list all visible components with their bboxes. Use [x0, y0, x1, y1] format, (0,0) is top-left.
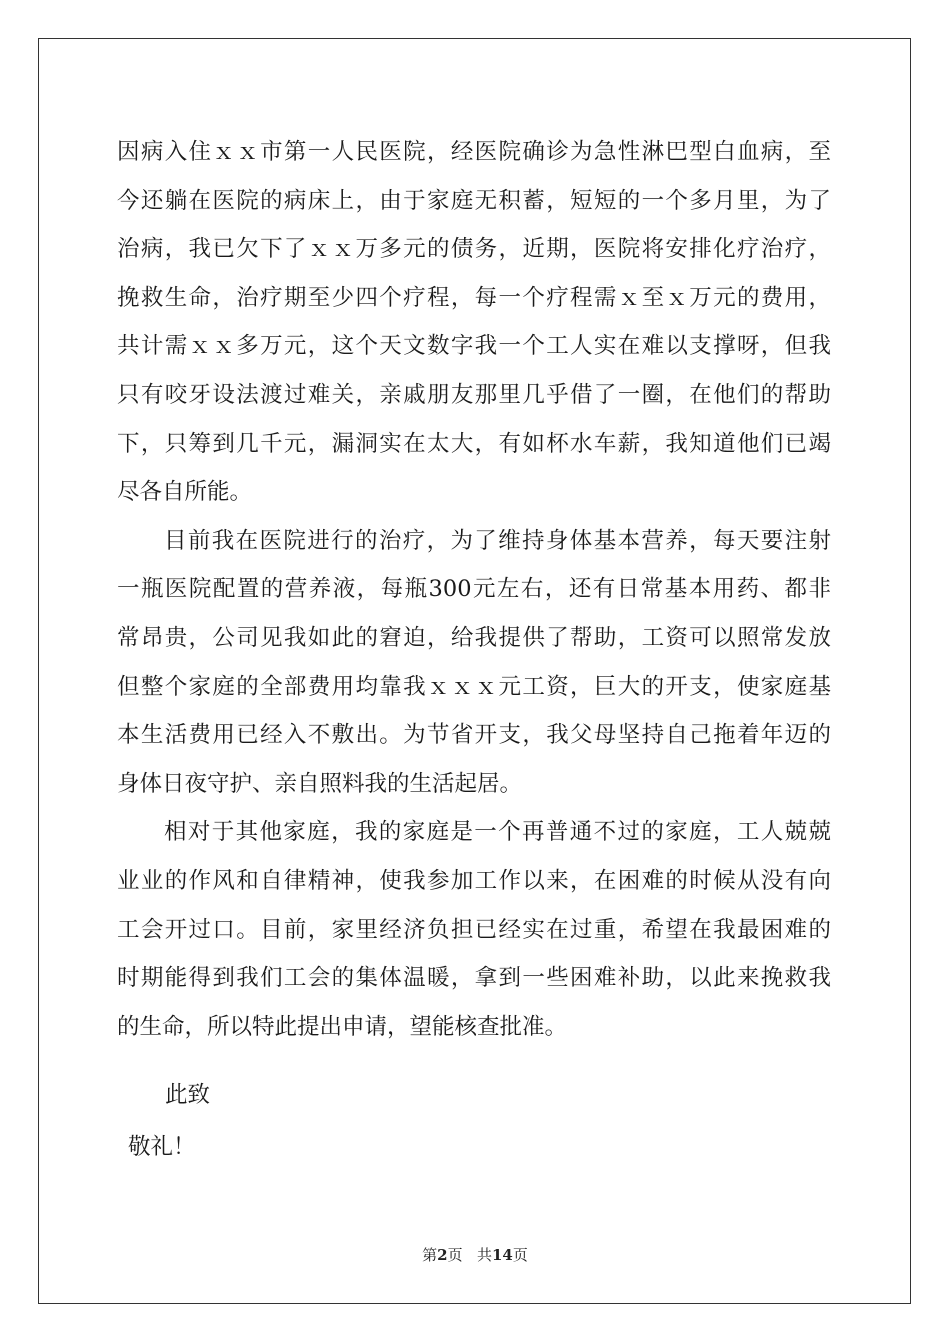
body-line: 下，只筹到几千元，漏洞实在太大，有如杯水车薪，我知道他们已竭	[117, 430, 831, 457]
body-line: 只有咬牙设法渡过难关，亲戚朋友那里几乎借了一圈，在他们的帮助	[117, 381, 831, 408]
page-suffix: 页	[447, 1246, 463, 1264]
body-line: 挽救生命，治疗期至少四个疗程，每一个疗程需ｘ至ｘ万元的费用，	[117, 284, 831, 311]
page-prefix: 第	[422, 1246, 438, 1264]
page-footer	[0, 1245, 950, 1265]
letter-body	[117, 128, 831, 1051]
body-line: 共计需ｘｘ多万元，这个天文数字我一个工人实在难以支撑呀，但我	[117, 333, 831, 360]
closing-salutation: 此致	[165, 1082, 211, 1108]
body-line: 的生命，所以特此提出申请，望能核查批准。	[117, 1013, 568, 1040]
body-line: 身体日夜守护、亲自照料我的生活起居。	[117, 770, 523, 797]
closing-regards: 敬礼！	[128, 1134, 196, 1160]
body-line: 一瓶医院配置的营养液，每瓶300元左右，还有日常基本用药、都非	[117, 576, 831, 603]
total-prefix: 共	[476, 1246, 492, 1264]
body-line: 尽各自所能。	[117, 479, 253, 506]
body-line: 业业的作风和自律精神，使我参加工作以来，在困难的时候从没有向	[117, 867, 831, 894]
body-line: 相对于其他家庭，我的家庭是一个再普通不过的家庭，工人兢兢	[164, 819, 831, 846]
body-line: 今还躺在医院的病床上，由于家庭无积蓄，短短的一个多月里，为了	[117, 187, 831, 214]
body-line: 常昂贵，公司见我如此的窘迫，给我提供了帮助，工资可以照常发放	[117, 624, 831, 651]
total-suffix: 页	[512, 1246, 528, 1264]
body-line: 工会开过口。目前，家里经济负担已经实在过重，希望在我最困难的	[117, 916, 831, 943]
page-current: 2	[437, 1246, 448, 1264]
body-line: 治病，我已欠下了ｘｘ万多元的债务，近期，医院将安排化疗治疗，	[117, 236, 831, 263]
body-line: 目前我在医院进行的治疗，为了维持身体基本营养，每天要注射	[164, 527, 831, 554]
page-total: 14	[491, 1246, 513, 1264]
body-line: 但整个家庭的全部费用均靠我ｘｘｘ元工资，巨大的开支，使家庭基	[117, 673, 831, 700]
body-line: 因病入住ｘｘ市第一人民医院，经医院确诊为急性淋巴型白血病，至	[117, 139, 831, 165]
body-line: 本生活费用已经入不敷出。为节省开支，我父母坚持自己拖着年迈的	[117, 722, 831, 749]
body-line: 时期能得到我们工会的集体温暖，拿到一些困难补助，以此来挽救我	[117, 965, 831, 992]
